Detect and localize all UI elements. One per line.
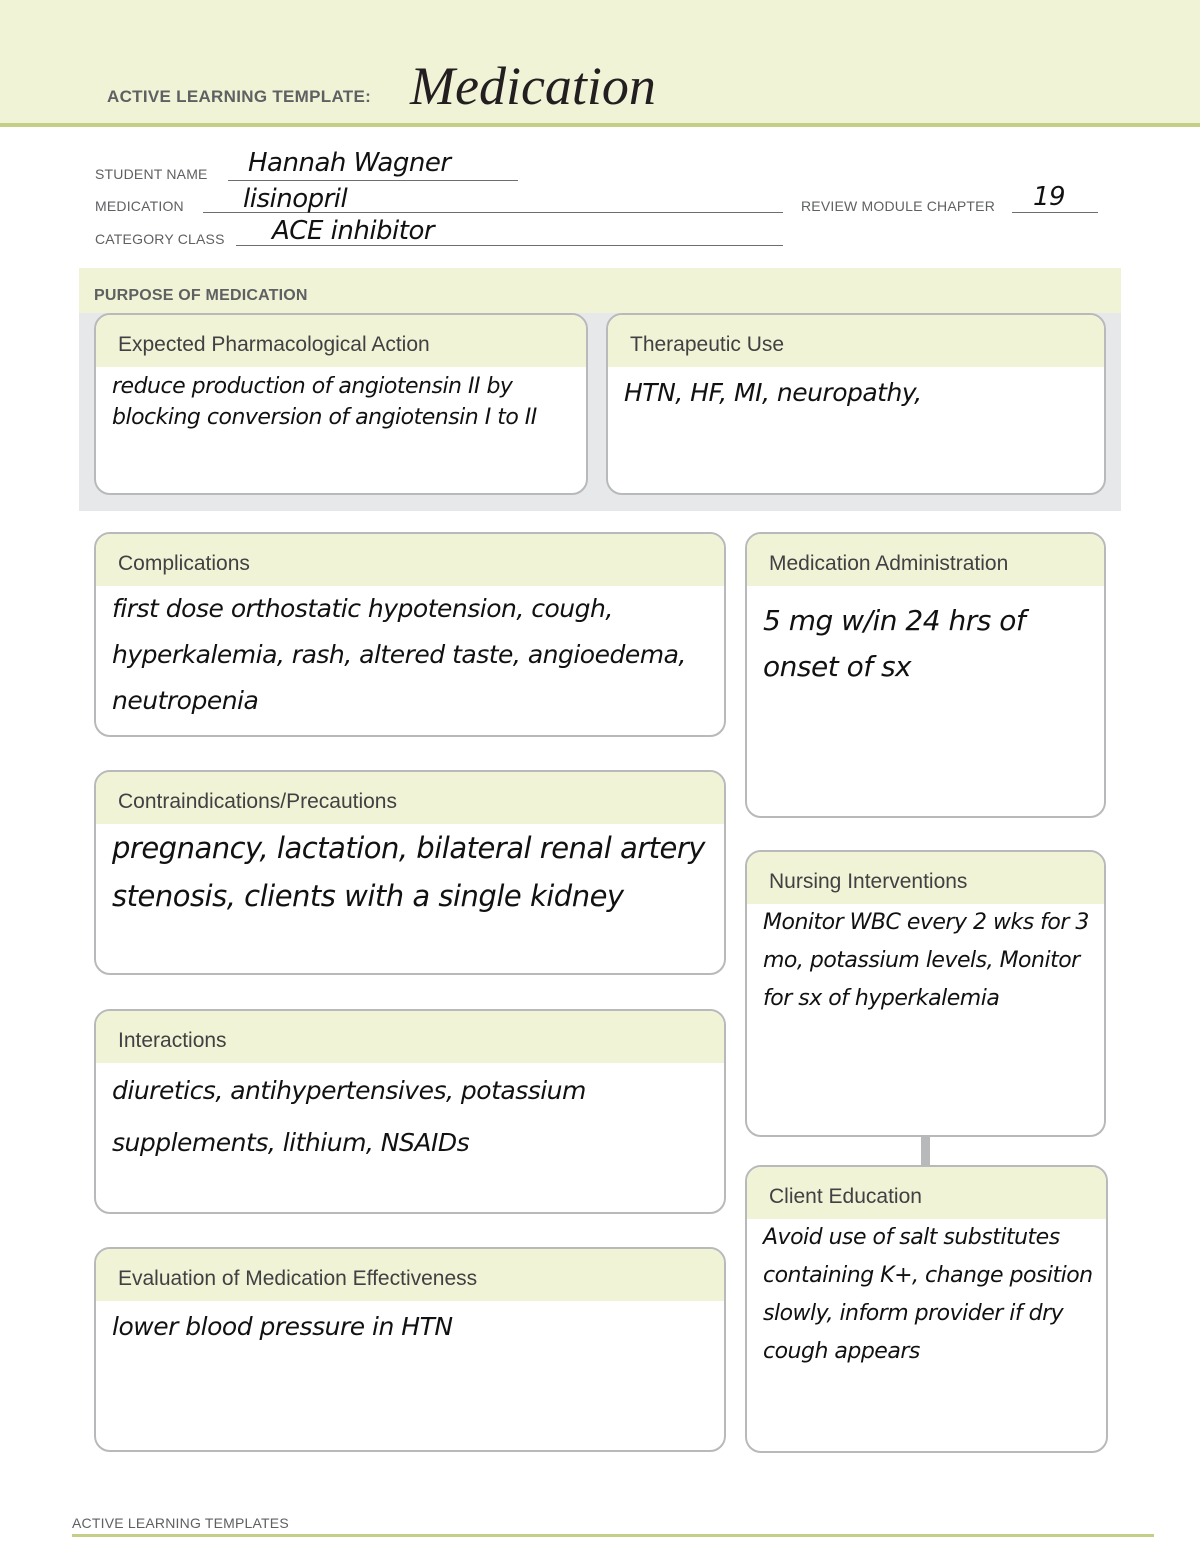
- complications-title: Complications: [118, 552, 250, 575]
- complications-header: [96, 534, 724, 586]
- therapeutic-use-title: Therapeutic Use: [630, 333, 785, 356]
- interactions-text[interactable]: diuretics, antihypertensives, potassium supplements, lithium, NSAIDs: [112, 1076, 586, 1157]
- student-name-label: STUDENT NAME: [95, 166, 208, 182]
- page-title: Medication: [410, 56, 656, 116]
- purpose-label: PURPOSE OF MEDICATION: [94, 287, 308, 304]
- template-prefix: ACTIVE LEARNING TEMPLATE:: [107, 87, 372, 106]
- nursing-interventions-header: [747, 852, 1104, 904]
- review-module-label: REVIEW MODULE CHAPTER: [801, 198, 995, 214]
- contraindications-header: [96, 772, 724, 824]
- evaluation-box: [94, 1247, 726, 1452]
- evaluation-header: [96, 1249, 724, 1301]
- category-class-label: CATEGORY CLASS: [95, 231, 225, 247]
- student-name-line: [228, 180, 518, 181]
- evaluation-text[interactable]: lower blood pressure in HTN: [112, 1312, 453, 1341]
- contraindications-title: Contraindications/Precautions: [118, 790, 397, 813]
- nursing-interventions-text[interactable]: Monitor WBC every 2 wks for 3 mo, potassium levels, Monitor for sx of hyperkalemia: [763, 910, 1089, 1011]
- nursing-interventions-box: [745, 850, 1106, 1137]
- client-education-header: [747, 1167, 1106, 1219]
- complications-box: [94, 532, 726, 737]
- therapeutic-use-header: [608, 315, 1104, 367]
- interactions-box: [94, 1009, 726, 1214]
- complications-text[interactable]: first dose orthostatic hypotension, cough, hyperkalemia, rash, altered taste, angioedema, neutropenia: [112, 594, 686, 715]
- contraindications-text[interactable]: pregnancy, lactation, bilateral renal artery stenosis, clients with a single kidney: [112, 831, 705, 913]
- expected-action-title: Expected Pharmacological Action: [118, 333, 430, 356]
- expected-action-header: [96, 315, 586, 367]
- interactions-header: [96, 1011, 724, 1063]
- footer-label: ACTIVE LEARNING TEMPLATES: [72, 1515, 289, 1531]
- medication-label: MEDICATION: [95, 198, 184, 214]
- medication-value[interactable]: lisinopril: [243, 184, 348, 214]
- client-education-title: Client Education: [769, 1185, 922, 1208]
- medication-administration-title: Medication Administration: [769, 552, 1009, 575]
- therapeutic-use-box: [606, 313, 1106, 495]
- medication-administration-header: [747, 534, 1104, 586]
- box-connector: [921, 1135, 930, 1165]
- expected-action-text[interactable]: reduce production of angiotensin II by blocking conversion of angiotensin I to II: [112, 374, 537, 430]
- client-education-box: [745, 1165, 1108, 1453]
- review-module-value[interactable]: 19: [1033, 182, 1066, 212]
- client-education-text[interactable]: Avoid use of salt substitutes containing K+, change position slowly, inform provider if dry cough appears: [763, 1225, 1093, 1364]
- student-name-value[interactable]: Hannah Wagner: [248, 148, 451, 178]
- review-module-line: [1012, 212, 1098, 213]
- contraindications-box: [94, 770, 726, 975]
- nursing-interventions-title: Nursing Interventions: [769, 870, 968, 893]
- expected-action-box: [94, 313, 588, 495]
- medication-administration-text[interactable]: 5 mg w/in 24 hrs of onset of sx: [763, 604, 1026, 683]
- interactions-title: Interactions: [118, 1029, 227, 1052]
- therapeutic-use-text[interactable]: HTN, HF, MI, neuropathy,: [624, 378, 922, 407]
- footer-line: [72, 1534, 1154, 1537]
- medication-administration-box: [745, 532, 1106, 818]
- evaluation-title: Evaluation of Medication Effectiveness: [118, 1267, 478, 1290]
- category-class-value[interactable]: ACE inhibitor: [272, 216, 435, 246]
